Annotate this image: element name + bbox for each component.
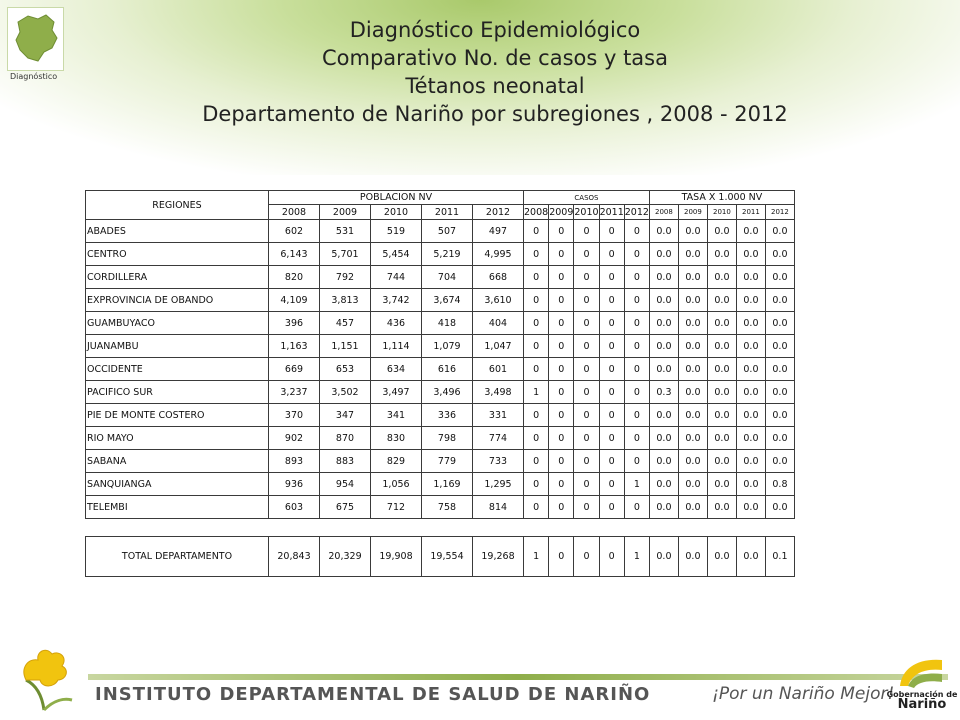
cases-year-header: 2012 (624, 206, 649, 218)
rate-cell: 0.0 (736, 266, 765, 289)
rate-cell: 0.0 (678, 289, 707, 312)
rate-cell: 0.0 (649, 312, 678, 335)
rate-cell: 0.0 (736, 312, 765, 335)
population-cell: 602 (269, 220, 320, 243)
population-cell: 507 (422, 220, 473, 243)
rate-cell: 0.1 (765, 537, 794, 577)
title-line-3: Tétanos neonatal (405, 74, 585, 98)
rate-cell: 0.8 (765, 473, 794, 496)
population-cell: 3,497 (371, 381, 422, 404)
cases-cell: 0 (549, 312, 574, 335)
rate-cell: 0.0 (765, 266, 794, 289)
cases-cell: 0 (549, 243, 574, 266)
rate-cell: 0.0 (736, 473, 765, 496)
cases-cell: 0 (599, 496, 624, 519)
cases-year-header: 2008 (524, 206, 549, 218)
title-line-2: Comparativo No. de casos y tasa (322, 46, 668, 70)
region-cell: TOTAL DEPARTAMENTO (86, 537, 269, 577)
cases-cell: 0 (549, 473, 574, 496)
cases-cell: 0 (624, 220, 649, 243)
cases-cell: 0 (574, 335, 599, 358)
table-row (86, 404, 795, 427)
table-row (86, 381, 795, 404)
rate-cell: 0.0 (765, 243, 794, 266)
table-row (86, 243, 795, 266)
population-cell: 1,163 (269, 335, 320, 358)
cases-cell: 0 (524, 220, 549, 243)
cases-cell: 0 (599, 335, 624, 358)
rate-cell: 0.0 (649, 427, 678, 450)
population-cell: 1,056 (371, 473, 422, 496)
rate-cell: 0.0 (678, 473, 707, 496)
population-cell: 19,554 (422, 537, 473, 577)
rate-cell: 0.0 (736, 537, 765, 577)
page-title (70, 16, 920, 128)
population-cell: 531 (320, 220, 371, 243)
cases-cell: 0 (574, 243, 599, 266)
table-row (86, 266, 795, 289)
rate-cell: 0.0 (736, 358, 765, 381)
rate-cell: 0.0 (707, 289, 736, 312)
cases-year-header: 2009 (549, 206, 574, 218)
table-row (86, 312, 795, 335)
rate-cell: 0.0 (765, 289, 794, 312)
rate-header: TASA X 1.000 NV (649, 191, 794, 205)
pop-year-header: 2011 (422, 205, 473, 220)
cases-year-header: 2010 (574, 206, 599, 218)
rate-cell: 0.0 (765, 220, 794, 243)
cases-cell: 0 (574, 496, 599, 519)
cases-cell: 0 (599, 404, 624, 427)
rate-year-header: 2010 (707, 205, 736, 220)
rate-cell: 0.0 (707, 381, 736, 404)
rate-cell: 0.0 (707, 266, 736, 289)
population-cell: 3,742 (371, 289, 422, 312)
region-cell: RIO MAYO (86, 427, 269, 450)
table-row (86, 220, 795, 243)
rate-year-header: 2008 (649, 205, 678, 220)
cases-cell: 0 (599, 381, 624, 404)
cases-cell: 0 (599, 243, 624, 266)
population-cell: 883 (320, 450, 371, 473)
cases-cell: 0 (549, 358, 574, 381)
cases-cell: 0 (574, 537, 599, 577)
population-cell: 798 (422, 427, 473, 450)
logo-caption: Diagnóstico (10, 72, 58, 81)
gobernacion-text (886, 690, 958, 710)
population-cell: 616 (422, 358, 473, 381)
population-cell: 3,237 (269, 381, 320, 404)
cases-cell: 0 (524, 289, 549, 312)
cases-cell: 0 (524, 335, 549, 358)
cases-cell: 0 (624, 243, 649, 266)
table-row (86, 427, 795, 450)
rate-cell: 0.0 (678, 312, 707, 335)
spacer-cell (86, 519, 795, 537)
rate-cell: 0.0 (765, 335, 794, 358)
cases-cell: 0 (574, 427, 599, 450)
region-cell: CORDILLERA (86, 266, 269, 289)
population-cell: 3,610 (473, 289, 524, 312)
rate-year-header: 2012 (765, 205, 794, 220)
population-cell: 1,079 (422, 335, 473, 358)
population-cell: 3,813 (320, 289, 371, 312)
population-cell: 830 (371, 427, 422, 450)
cases-year-header: 2011 (599, 206, 624, 218)
rate-cell: 0.0 (707, 473, 736, 496)
table-spacer (86, 519, 795, 537)
cases-cell: 0 (624, 312, 649, 335)
cases-cell: 0 (524, 404, 549, 427)
rate-cell: 0.0 (707, 404, 736, 427)
rate-cell: 0.0 (707, 537, 736, 577)
rate-cell: 0.0 (678, 243, 707, 266)
rate-cell: 0.0 (649, 473, 678, 496)
cases-cell: 0 (549, 266, 574, 289)
cases-cell: 0 (524, 312, 549, 335)
population-cell: 3,502 (320, 381, 371, 404)
cases-cell: 0 (599, 266, 624, 289)
population-cell: 814 (473, 496, 524, 519)
pop-year-header: 2012 (473, 205, 524, 220)
region-cell: EXPROVINCIA DE OBANDO (86, 289, 269, 312)
rate-cell: 0.0 (736, 496, 765, 519)
cases-cell: 1 (624, 473, 649, 496)
population-cell: 457 (320, 312, 371, 335)
cases-cell: 0 (524, 450, 549, 473)
population-cell: 936 (269, 473, 320, 496)
rate-cell: 0.0 (765, 404, 794, 427)
cases-cell: 1 (524, 537, 549, 577)
rate-cell: 0.0 (649, 537, 678, 577)
cases-cell: 0 (624, 496, 649, 519)
cases-cell: 1 (624, 537, 649, 577)
cases-table (85, 190, 795, 577)
rate-cell: 0.0 (765, 358, 794, 381)
rate-cell: 0.0 (736, 427, 765, 450)
cases-cell: 1 (524, 381, 549, 404)
table-row (86, 450, 795, 473)
rate-cell: 0.0 (765, 381, 794, 404)
cases-cell: 0 (599, 473, 624, 496)
population-cell: 954 (320, 473, 371, 496)
cases-cell: 0 (549, 335, 574, 358)
gobernacion-big: Nariño (897, 697, 947, 712)
rate-cell: 0.0 (649, 358, 678, 381)
cases-cell: 0 (524, 243, 549, 266)
population-cell: 774 (473, 427, 524, 450)
rate-cell: 0.0 (649, 243, 678, 266)
population-cell: 758 (422, 496, 473, 519)
title-line-1: Diagnóstico Epidemiológico (349, 18, 641, 42)
cases-cell: 0 (624, 404, 649, 427)
cases-cell: 0 (624, 427, 649, 450)
rate-cell: 0.0 (736, 335, 765, 358)
population-cell: 744 (371, 266, 422, 289)
cases-cell: 0 (574, 312, 599, 335)
total-row (86, 537, 795, 577)
pop-year-header: 2009 (320, 205, 371, 220)
table-row (86, 473, 795, 496)
population-cell: 3,498 (473, 381, 524, 404)
population-cell: 902 (269, 427, 320, 450)
cases-cell: 0 (599, 289, 624, 312)
cases-cell: 0 (624, 335, 649, 358)
cases-cell: 0 (524, 427, 549, 450)
diagnostico-logo (7, 7, 64, 71)
slogan: ¡Por un Nariño Mejor! (712, 684, 895, 704)
population-cell: 5,219 (422, 243, 473, 266)
cases-cell: 0 (574, 220, 599, 243)
rate-cell: 0.0 (678, 220, 707, 243)
region-cell: ABADES (86, 220, 269, 243)
cases-cell: 0 (574, 289, 599, 312)
cases-cell: 0 (549, 404, 574, 427)
population-cell: 519 (371, 220, 422, 243)
population-cell: 779 (422, 450, 473, 473)
rate-cell: 0.0 (678, 450, 707, 473)
title-line-4: Departamento de Nariño por subregiones , 2008 - 2012 (202, 102, 788, 126)
cases-cell: 0 (524, 358, 549, 381)
rate-cell: 0.0 (736, 220, 765, 243)
cases-cell: 0 (624, 381, 649, 404)
population-cell: 4,109 (269, 289, 320, 312)
cases-header: CASOS (524, 191, 650, 205)
population-cell: 712 (371, 496, 422, 519)
region-cell: SANQUIANGA (86, 473, 269, 496)
region-cell: PACIFICO SUR (86, 381, 269, 404)
rate-cell: 0.0 (678, 335, 707, 358)
region-cell: PIE DE MONTE COSTERO (86, 404, 269, 427)
rate-cell: 0.0 (649, 266, 678, 289)
cases-cell: 0 (599, 220, 624, 243)
population-cell: 20,329 (320, 537, 371, 577)
cases-cell: 0 (549, 450, 574, 473)
rate-cell: 0.0 (765, 427, 794, 450)
population-cell: 653 (320, 358, 371, 381)
rate-cell: 0.0 (649, 220, 678, 243)
population-cell: 1,295 (473, 473, 524, 496)
population-cell: 1,114 (371, 335, 422, 358)
rate-cell: 0.0 (649, 335, 678, 358)
rate-cell: 0.0 (736, 243, 765, 266)
population-cell: 19,268 (473, 537, 524, 577)
population-cell: 668 (473, 266, 524, 289)
population-cell: 820 (269, 266, 320, 289)
population-cell: 1,169 (422, 473, 473, 496)
cases-cell: 0 (599, 358, 624, 381)
rate-cell: 0.0 (765, 450, 794, 473)
population-cell: 5,454 (371, 243, 422, 266)
region-cell: GUAMBUYACO (86, 312, 269, 335)
cases-cell: 0 (524, 496, 549, 519)
rate-cell: 0.0 (649, 404, 678, 427)
rate-cell: 0.0 (707, 496, 736, 519)
rate-cell: 0.0 (707, 450, 736, 473)
regions-header: REGIONES (86, 191, 269, 220)
population-cell: 341 (371, 404, 422, 427)
population-cell: 19,908 (371, 537, 422, 577)
rate-cell: 0.0 (678, 496, 707, 519)
population-cell: 601 (473, 358, 524, 381)
cases-cell: 0 (524, 266, 549, 289)
institution-name: INSTITUTO DEPARTAMENTAL DE SALUD DE NARIÑO (95, 684, 651, 705)
population-header: POBLACION NV (269, 191, 524, 205)
cases-cell: 0 (624, 289, 649, 312)
population-cell: 669 (269, 358, 320, 381)
rate-cell: 0.0 (707, 312, 736, 335)
population-cell: 829 (371, 450, 422, 473)
population-cell: 3,496 (422, 381, 473, 404)
cases-cell: 0 (624, 450, 649, 473)
population-cell: 331 (473, 404, 524, 427)
cases-cell: 0 (549, 537, 574, 577)
region-cell: JUANAMBU (86, 335, 269, 358)
population-cell: 370 (269, 404, 320, 427)
cases-cell: 0 (624, 358, 649, 381)
population-cell: 404 (473, 312, 524, 335)
rate-cell: 0.0 (707, 358, 736, 381)
rate-cell: 0.0 (678, 266, 707, 289)
population-cell: 4,995 (473, 243, 524, 266)
cases-cell: 0 (574, 450, 599, 473)
cases-cell: 0 (549, 496, 574, 519)
region-cell: OCCIDENTE (86, 358, 269, 381)
rate-cell: 0.0 (678, 381, 707, 404)
rate-cell: 0.3 (649, 381, 678, 404)
population-cell: 436 (371, 312, 422, 335)
population-cell: 347 (320, 404, 371, 427)
rate-cell: 0.0 (649, 496, 678, 519)
population-cell: 396 (269, 312, 320, 335)
rate-year-header: 2011 (736, 205, 765, 220)
footer-divider (88, 674, 948, 680)
cases-cell: 0 (574, 358, 599, 381)
population-cell: 704 (422, 266, 473, 289)
population-cell: 1,047 (473, 335, 524, 358)
region-cell: SABANA (86, 450, 269, 473)
region-cell: CENTRO (86, 243, 269, 266)
table-body (86, 220, 795, 577)
rate-cell: 0.0 (707, 243, 736, 266)
cases-cell: 0 (599, 537, 624, 577)
table-row (86, 496, 795, 519)
rate-cell: 0.0 (736, 404, 765, 427)
pop-year-header: 2010 (371, 205, 422, 220)
population-cell: 675 (320, 496, 371, 519)
cases-cell: 0 (574, 381, 599, 404)
rate-year-header: 2009 (678, 205, 707, 220)
population-cell: 1,151 (320, 335, 371, 358)
population-cell: 6,143 (269, 243, 320, 266)
cases-cell: 0 (599, 312, 624, 335)
population-cell: 792 (320, 266, 371, 289)
population-cell: 870 (320, 427, 371, 450)
rate-cell: 0.0 (707, 220, 736, 243)
rate-cell: 0.0 (707, 427, 736, 450)
population-cell: 3,674 (422, 289, 473, 312)
cases-cell: 0 (574, 404, 599, 427)
gobernacion-small: Gobernación de (886, 690, 958, 699)
population-cell: 497 (473, 220, 524, 243)
rate-cell: 0.0 (678, 358, 707, 381)
cases-cell: 0 (599, 450, 624, 473)
rate-cell: 0.0 (736, 381, 765, 404)
rate-cell: 0.0 (649, 450, 678, 473)
rate-cell: 0.0 (678, 537, 707, 577)
cases-cell: 0 (549, 220, 574, 243)
population-cell: 5,701 (320, 243, 371, 266)
cases-cell: 0 (574, 473, 599, 496)
pop-year-header: 2008 (269, 205, 320, 220)
table-row (86, 358, 795, 381)
cases-cell: 0 (599, 427, 624, 450)
rate-cell: 0.0 (736, 450, 765, 473)
population-cell: 418 (422, 312, 473, 335)
cases-cell: 0 (574, 266, 599, 289)
cases-cell: 0 (549, 427, 574, 450)
cases-cell: 0 (549, 289, 574, 312)
population-cell: 20,843 (269, 537, 320, 577)
cases-cell: 0 (549, 381, 574, 404)
rate-cell: 0.0 (649, 289, 678, 312)
rate-cell: 0.0 (707, 335, 736, 358)
rate-cell: 0.0 (678, 427, 707, 450)
population-cell: 733 (473, 450, 524, 473)
rate-cell: 0.0 (736, 289, 765, 312)
table-row (86, 289, 795, 312)
population-cell: 336 (422, 404, 473, 427)
population-cell: 893 (269, 450, 320, 473)
cases-cell: 0 (624, 266, 649, 289)
map-icon (8, 8, 63, 70)
population-cell: 634 (371, 358, 422, 381)
table-row (86, 335, 795, 358)
cases-cell: 0 (524, 473, 549, 496)
region-cell: TELEMBI (86, 496, 269, 519)
health-institute-logo-icon (14, 640, 74, 715)
rate-cell: 0.0 (678, 404, 707, 427)
rate-cell: 0.0 (765, 496, 794, 519)
rate-cell: 0.0 (765, 312, 794, 335)
population-cell: 603 (269, 496, 320, 519)
